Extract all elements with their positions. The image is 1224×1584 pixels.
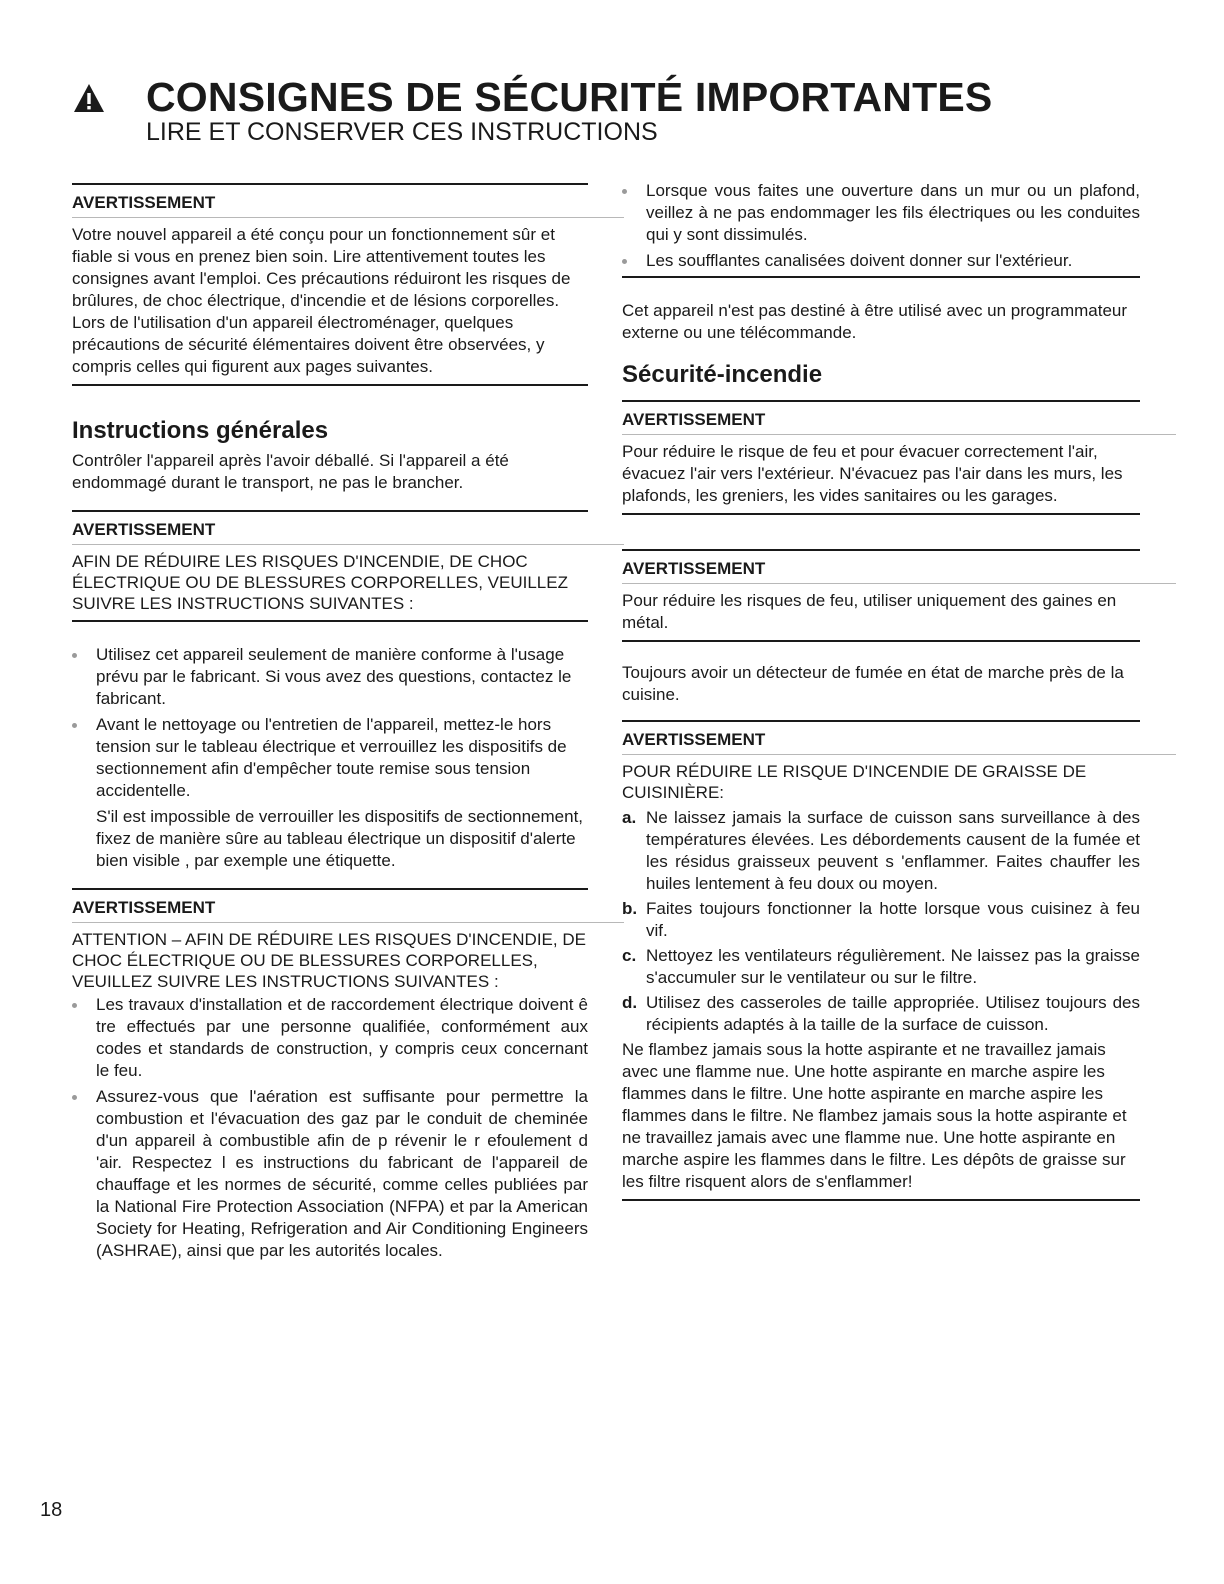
list-item: Utilisez cet appareil seulement de manière conforme à l'usage prévu par le fabricant. Si vous avez des questions, contactez le fabricant. — [72, 644, 588, 710]
page-number: 18 — [40, 1499, 63, 1521]
page-title: CONSIGNES DE SÉCURITÉ IMPORTANTES — [146, 74, 993, 120]
warning-box-installation — [72, 888, 588, 994]
warning-triangle-icon — [72, 82, 106, 114]
warning-heading: AVERTISSEMENT — [622, 402, 1176, 435]
bullet-icon — [72, 1003, 77, 1008]
list-item: Les travaux d'installation et de raccordement électrique doivent ê tre effectués par une personne qualifiée, conformément aux codes et standards de construction, y compris ceux concernant le feu. — [72, 994, 588, 1082]
general-instructions-text: Contrôler l'appareil après l'avoir déballé. Si l'appareil a été endommagé durant le transport, ne pas le brancher. — [72, 451, 509, 492]
page-subtitle: LIRE ET CONSERVER CES INSTRUCTIONS — [146, 118, 658, 146]
warning-text: AFIN DE RÉDUIRE LES RISQUES D'INCENDIE, DE CHOC ÉLECTRIQUE OU DE BLESSURES CORPORELLES, VEUILLEZ SUIVRE LES INSTRUCTIONS SUIVANTES : — [72, 552, 568, 613]
list-item: b. Faites toujours fonctionner la hotte lorsque vous cuisinez à feu vif. — [622, 899, 1140, 940]
list-item: Avant le nettoyage ou l'entretien de l'appareil, mettez-le hors tension sur le tableau électrique et verrouillez les dispositifs de sectionnement afin d'empêcher toute remise sous tension accidentelle. S'il est impossible de verrouiller les dispositifs de sectionnement, fixez de manière sûre au tableau électrique un dispositif d'alerte bien visible , par exemple une étiquette. — [72, 714, 588, 872]
smoke-detector-note: Toujours avoir un détecteur de fumée en état de marche près de la cuisine. — [622, 663, 1124, 704]
bullet-icon — [622, 189, 627, 194]
warning-closing: Ne flambez jamais sous la hotte aspirante et ne travaillez jamais avec une flamme nue. Une hotte aspirante en marche aspire les flammes dans le filtre. Une hotte aspirante en marche aspire les flammes dans le filtre. Ne flambez jamais sous la hotte aspirante et ne travaillez jamais avec une flamme nue. Une hotte aspirante en marche aspire les flammes dans le filtre. Les dépôts de graisse sur les filtre risquent alors de s'enflammer! — [622, 1040, 1127, 1191]
bullet-icon — [72, 653, 77, 658]
right-column — [622, 180, 1140, 1201]
bullet-list-installation — [72, 994, 588, 1262]
lettered-list — [622, 807, 1140, 1036]
warning-text: Pour réduire les risques de feu, utiliser uniquement des gaines en métal. — [622, 591, 1117, 632]
warning-intro: POUR RÉDUIRE LE RISQUE D'INCENDIE DE GRAISSE DE CUISINIÈRE: — [622, 762, 1087, 802]
warning-box-exhaust — [622, 400, 1140, 515]
warning-heading: AVERTISSEMENT — [622, 551, 1176, 584]
warning-text: Votre nouvel appareil a été conçu pour un fonctionnement sûr et fiable si vous en prenez bien soin. Lire attentivement toutes les consignes avant l'emploi. Ces précautions réduiront les risques de brûlures, de choc électrique, d'incendie et de lésions corporelles. Lors de l'utilisation d'un appareil électroménager, quelques précautions de sécurité élémentaires doivent être observées, y compris celles qui figurent aux pages suivantes. — [72, 225, 571, 376]
warning-heading: AVERTISSEMENT — [622, 722, 1176, 755]
bullet-list-usage — [72, 644, 588, 872]
remote-control-note: Cet appareil n'est pas destiné à être utilisé avec un programmateur externe ou une télécommande. — [622, 301, 1128, 342]
warning-box-grease-fire — [622, 720, 1140, 1201]
list-item: Lorsque vous faites une ouverture dans un mur ou un plafond, veillez à ne pas endommager les fils électriques ou les conduites qui y sont dissimulés. — [622, 180, 1140, 246]
warning-box-care — [72, 183, 588, 386]
list-item: Assurez-vous que l'aération est suffisante pour permettre la combustion et l'évacuation des gaz par le conduit de cheminée d'un appareil à combustible afin de p révenir le r efoulement d 'air. Respectez l es instructions du fabricant de l'appareil de chauffage et les normes de sécurité, comme celles publiées par la National Fire Protection Association (NFPA) et par la American Society for Heating, Refrigeration and Air Conditioning Engineers (ASHRAE), ainsi que par les autorités locales. — [72, 1086, 588, 1262]
warning-box-ducts — [622, 549, 1140, 642]
warning-box-electric — [72, 510, 588, 622]
warning-text: Pour réduire le risque de feu et pour évacuer correctement l'air, évacuez l'air vers l'extérieur. N'évacuez pas l'air dans les murs, les plafonds, les greniers, les vides sanitaires ou les garages. — [622, 442, 1123, 505]
bullet-icon — [72, 1095, 77, 1100]
bullet-icon — [72, 723, 77, 728]
left-column — [72, 183, 588, 1266]
list-item: c. Nettoyez les ventilateurs régulièrement. Ne laissez pas la graisse s'accumuler sur le ventilateur ou sur le filtre. — [622, 946, 1140, 987]
list-item: Les soufflantes canalisées doivent donner sur l'extérieur. — [622, 250, 1140, 272]
warning-heading: AVERTISSEMENT — [72, 512, 624, 545]
bullet-icon — [622, 259, 627, 264]
warning-heading: AVERTISSEMENT — [72, 185, 624, 218]
section-title-general: Instructions générales — [72, 417, 329, 444]
divider — [622, 276, 1140, 278]
bullet-list-openings — [622, 180, 1140, 272]
list-item: a. Ne laissez jamais la surface de cuisson sans surveillance à des températures élevées. Les débordements causent de la fumée et les résidus graisseux peuvent s 'enflammer. Faites chauffer les huiles lentement à feu doux ou moyen. — [622, 808, 1140, 893]
warning-text: ATTENTION – AFIN DE RÉDUIRE LES RISQUES D'INCENDIE, DE CHOC ÉLECTRIQUE OU DE BLESSURES CORPORELLES, VEUILLEZ SUIVRE LES INSTRUCTIONS SUIVANTES : — [72, 930, 586, 991]
section-title-fire-safety: Sécurité-incendie — [622, 361, 823, 388]
list-item-note: S'il est impossible de verrouiller les dispositifs de sectionnement, fixez de manière sûre au tableau électrique un dispositif d'alerte bien visible , par exemple une étiquette. — [96, 807, 584, 870]
warning-heading: AVERTISSEMENT — [72, 890, 624, 923]
list-item: d. Utilisez des casseroles de taille appropriée. Utilisez toujours des récipients adaptés à la taille de la surface de cuisson. — [622, 993, 1140, 1034]
